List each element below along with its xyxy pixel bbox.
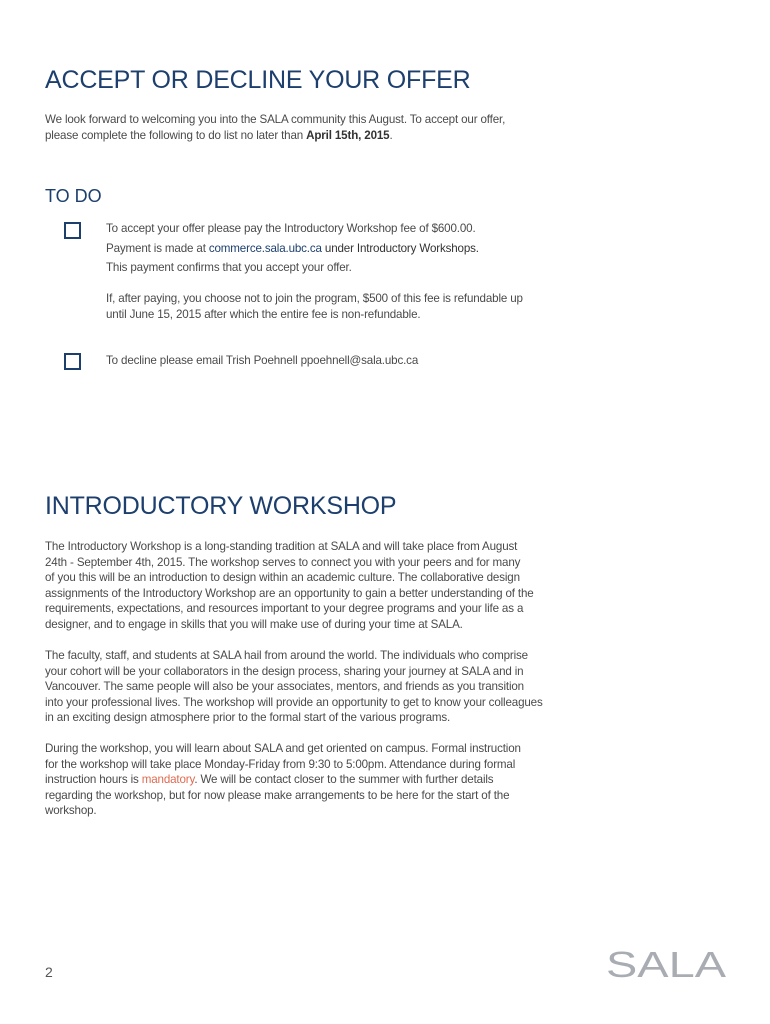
todo-heading: TO DO [45, 186, 102, 206]
accept-intro-line1: We look forward to welcoming you into the SALA community this August. To accept our offer, [45, 113, 506, 126]
workshop-para3-line: instruction hours is mandatory. We will be contact closer to the summer with further details [45, 773, 494, 786]
workshop-para1-line: The Introductory Workshop is a long-standing tradition at SALA and will take place from August [45, 540, 518, 553]
refund-note [106, 291, 523, 322]
sala-logo [606, 944, 728, 980]
refund-note-line2: until June 15, 2015 after which the entire fee is non-refundable. [106, 307, 421, 321]
todo-item-accept-line3: This payment confirms that you accept your offer. [106, 261, 352, 274]
sala-logo-text: SALA [606, 944, 726, 980]
workshop-para1-line: 24th - September 4th, 2015. The workshop serves to connect you with your peers and for many [45, 555, 521, 569]
workshop-para3-line: workshop. [45, 804, 97, 817]
decline-checkbox[interactable] [64, 353, 81, 370]
workshop-para2-line: into your professional lives. The workshop will provide an opportunity to get to know your colleagues [45, 695, 543, 709]
workshop-para2-line: in an exciting design atmosphere prior to the formal start of the various programs. [45, 711, 451, 724]
workshop-para1-line: of you this will be an introduction to design within an academic culture. The collaborative design [45, 571, 520, 584]
workshop-para1-line: designer, and to engage in skills that you will make use of during your time at SALA. [45, 617, 463, 631]
workshop-para1 [45, 539, 534, 632]
todo-item-accept-line2: Payment is made at commerce.sala.ubc.ca under Introductory Workshops. [106, 241, 479, 255]
workshop-para3 [45, 741, 521, 819]
mandatory-emphasis: mandatory [141, 773, 195, 786]
workshop-para2 [45, 648, 543, 726]
todo-item-accept-line1: To accept your offer please pay the Introductory Workshop fee of $600.00. [106, 222, 476, 235]
workshop-para1-line: requirements, expectations, and resources important to your degree programs and your life as a [45, 602, 524, 615]
refund-note-line1: If, after paying, you choose not to join the program, $500 of this fee is refundable up [106, 292, 523, 305]
commerce-link[interactable]: commerce.sala.ubc.ca [208, 241, 322, 255]
accept-checkbox[interactable] [64, 222, 81, 239]
workshop-para3-line: regarding the workshop, but for now please make arrangements to be here for the start of the [45, 788, 510, 802]
workshop-para3-line: During the workshop, you will learn about SALA and get oriented on campus. Formal instruction [45, 742, 521, 755]
accept-intro-line2: please complete the following to do list no later than April 15th, 2015. [45, 128, 393, 142]
accept-deadline: April 15th, 2015 [306, 128, 390, 142]
workshop-para2-line: The faculty, staff, and students at SALA hail from around the world. The individuals who comprise [45, 649, 528, 662]
page-number: 2 [45, 964, 53, 980]
workshop-para2-line: your cohort will be your collaborators in the design process, sharing your journey at SALA and in [45, 664, 524, 678]
todo-item-decline-text: To decline please email Trish Poehnell ppoehnell@sala.ubc.ca [106, 354, 419, 367]
workshop-para1-line: assignments of the Introductory Workshop are an opportunity to gain a better understanding of the [45, 586, 534, 600]
accept-heading: ACCEPT OR DECLINE YOUR OFFER [45, 66, 471, 94]
todo-item-accept [106, 219, 479, 278]
todo-item-decline [106, 351, 418, 371]
accept-intro [45, 112, 505, 143]
workshop-heading: INTRODUCTORY WORKSHOP [45, 492, 397, 520]
workshop-para2-line: Vancouver. The same people will also be your associates, mentors, and friends as you transition [45, 680, 524, 693]
workshop-para3-line: for the workshop will take place Monday-Friday from 9:30 to 5:00pm. Attendance during formal [45, 757, 516, 771]
